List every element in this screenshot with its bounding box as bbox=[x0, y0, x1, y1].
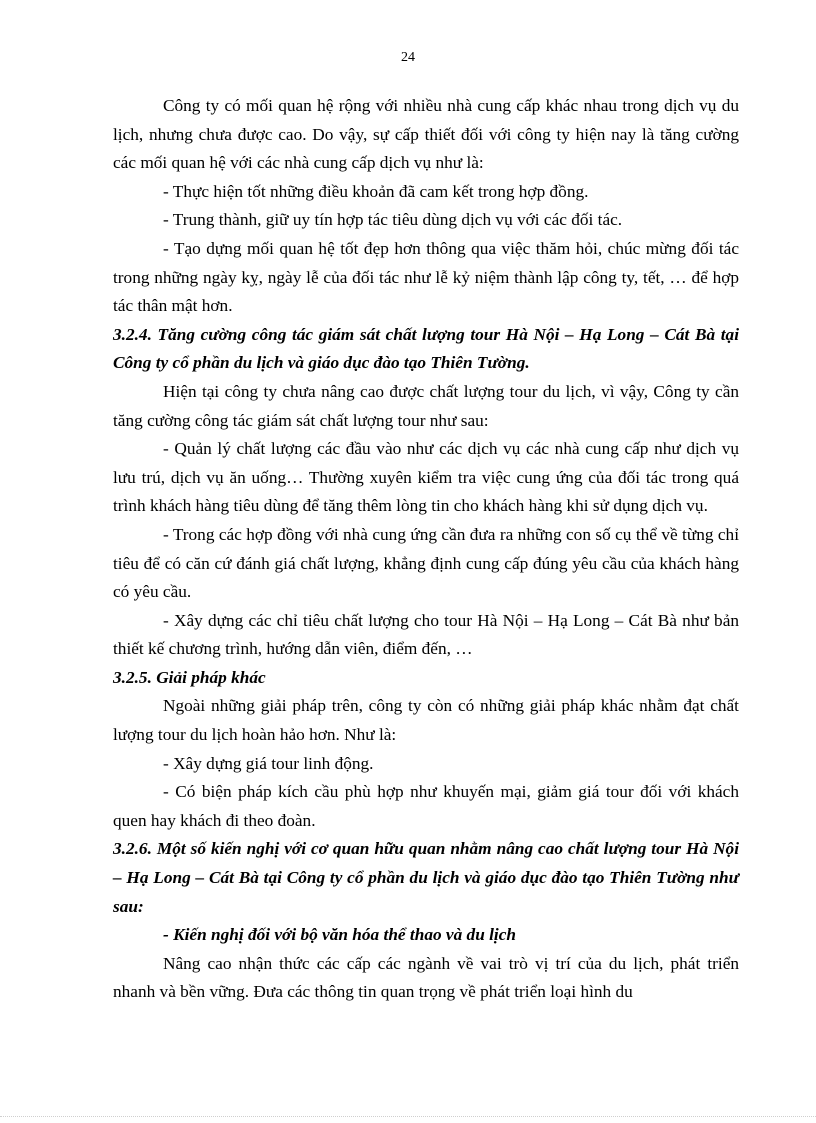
bullet-loyalty: - Trung thành, giữ uy tín hợp tác tiêu dùng dịch vụ với các đối tác. bbox=[163, 210, 623, 230]
paragraph-awareness: Nâng cao nhận thức các cấp các ngành về vai trò vị trí của du lịch, phát triển nhanh và bền vững. Đưa các thông tin quan trọng về phát triển loại hình du bbox=[113, 953, 739, 1002]
page-bottom-rule bbox=[0, 1116, 816, 1117]
section-heading-3-2-4: 3.2.4. Tăng cường công tác giám sát chất lượng tour Hà Nội – Hạ Long – Cát Bà tại Công ty cổ phần du lịch và giáo dục đào tạo Thiên Tường. bbox=[113, 324, 739, 373]
section-heading-3-2-6: 3.2.6. Một số kiến nghị với cơ quan hữu quan nhằm nâng cao chất lượng tour Hà Nội – Hạ Long – Cát Bà tại Công ty cổ phần du lịch và giáo dục đào tạo Thiên Tường như sau: bbox=[113, 839, 739, 916]
page-number: 24 bbox=[401, 50, 415, 65]
subheading-ministry: - Kiến nghị đối với bộ văn hóa thể thao và du lịch bbox=[163, 925, 517, 945]
paragraph-other-solutions: Ngoài những giải pháp trên, công ty còn có những giải pháp khác nhằm đạt chất lượng tour du lịch hoàn hảo hơn. Như là: bbox=[113, 696, 739, 745]
bullet-input-quality: - Quản lý chất lượng các đầu vào như các dịch vụ các nhà cung cấp như dịch vụ lưu trú, dịch vụ ăn uống… Thường xuyên kiểm tra việc cung ứng của đối tác trong quá trình khách hàng tiêu dùng để tăng thêm lòng tin cho khách hàng khi sử dụng dịch vụ. bbox=[113, 439, 739, 516]
section-heading-3-2-5: 3.2.5. Giải pháp khác bbox=[113, 667, 266, 687]
paragraph-quality-current: Hiện tại công ty chưa nâng cao được chất lượng tour du lịch, vì vậy, Công ty cần tăng cường công tác giám sát chất lượng tour như sau: bbox=[113, 381, 739, 430]
document-body bbox=[113, 92, 739, 1007]
bullet-stimulus: - Có biện pháp kích cầu phù hợp như khuyến mại, giảm giá tour đối với khách quen hay khách đi theo đoàn. bbox=[113, 782, 739, 830]
bullet-flexible-price: - Xây dựng giá tour linh động. bbox=[163, 753, 374, 773]
bullet-contract-terms: - Thực hiện tốt những điều khoản đã cam kết trong hợp đồng. bbox=[163, 181, 589, 201]
bullet-relationship: - Tạo dựng mối quan hệ tốt đẹp hơn thông qua việc thăm hỏi, chúc mừng đối tác trong những ngày kỵ, ngày lễ của đối tác như lễ kỷ niệm thành lập công ty, tết, … để hợp tác thân mật hơn. bbox=[113, 238, 739, 316]
bullet-contract-figures: - Trong các hợp đồng với nhà cung ứng cần đưa ra những con số cụ thể về từng chỉ tiêu để có căn cứ đánh giá chất lượng, khẳng định cung cấp đúng yêu cầu của khách hàng có yêu cầu. bbox=[113, 524, 739, 602]
paragraph-intro: Công ty có mối quan hệ rộng với nhiều nhà cung cấp khác nhau trong dịch vụ du lịch, nhưng chưa được cao. Do vậy, sự cấp thiết đối với công ty hiện nay là tăng cường các mối quan hệ với các nhà cung cấp dịch vụ như là: bbox=[113, 96, 739, 173]
bullet-quality-criteria: - Xây dựng các chỉ tiêu chất lượng cho tour Hà Nội – Hạ Long – Cát Bà như bản thiết kế chương trình, hướng dẫn viên, điểm đến, … bbox=[113, 610, 739, 659]
